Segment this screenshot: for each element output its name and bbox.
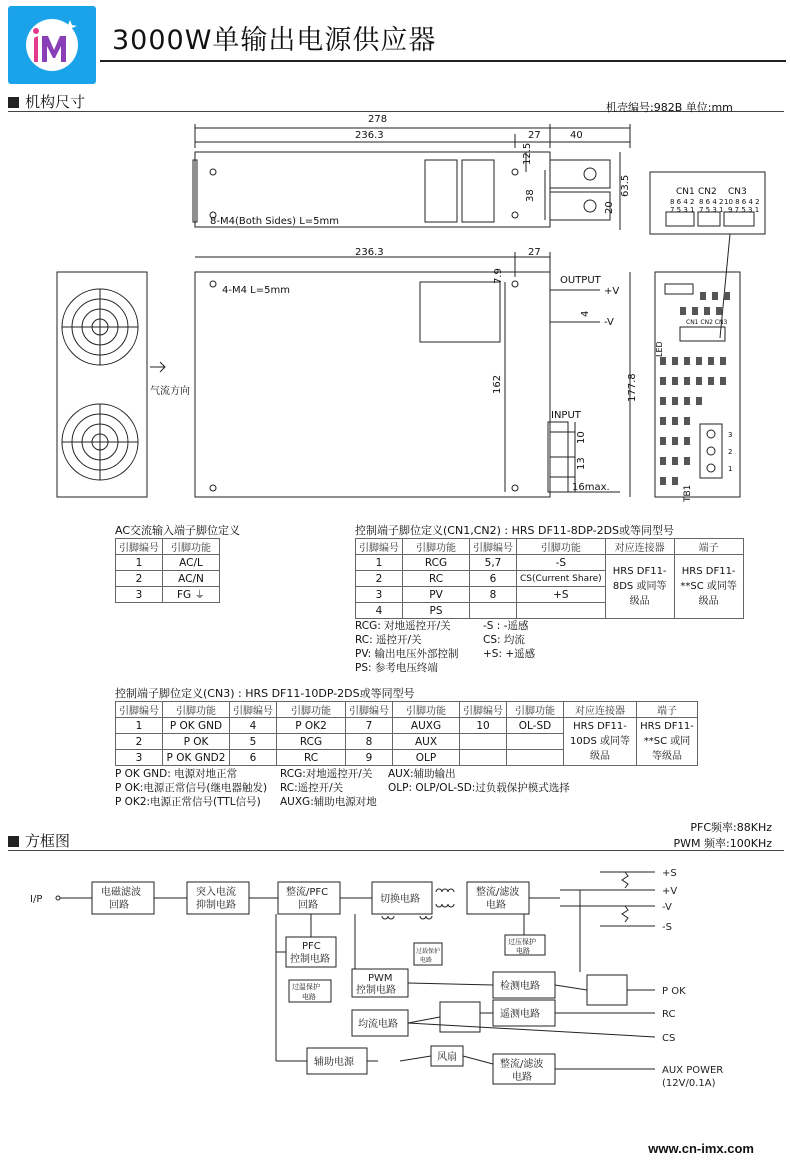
output-label: OUTPUT [560, 275, 601, 286]
table-cell [470, 603, 517, 619]
fan-label: 风扇 [437, 1052, 457, 1063]
table-header: 引脚编号 [346, 702, 393, 718]
table-cell: 6 [230, 750, 277, 766]
table-cell: 3 [356, 587, 403, 603]
table-header: 引脚编号 [460, 702, 507, 718]
dim-38: 38 [525, 189, 536, 202]
table-cell: 8 [346, 734, 393, 750]
table-cell: 4 [356, 603, 403, 619]
table-cell: 3 [116, 587, 163, 603]
table-header: 对应连接器 [605, 539, 674, 555]
aux-out-label-2: (12V/0.1A) [662, 1078, 716, 1089]
table-cell: 5,7 [470, 555, 517, 571]
table-header: 引脚编号 [356, 539, 403, 555]
note-text: +S: +遥感 [483, 648, 536, 660]
table-header: 引脚功能 [393, 702, 460, 718]
table-cell: PS [403, 603, 470, 619]
rect-pfc-label-2: 回路 [298, 900, 318, 911]
section-block-label: 方框图 [25, 832, 71, 850]
pwm-ctrl-label-2: 控制电路 [356, 985, 396, 996]
rect-out-label-1: 整流/滤波 [476, 887, 520, 898]
table-header: 端子 [674, 539, 743, 555]
page-title: 3000W单输出电源供应器 [112, 25, 437, 56]
cn1-label: CN1 [676, 187, 695, 197]
table-cell: 6 [470, 571, 517, 587]
rect-aux-label-1: 整流/滤波 [500, 1059, 544, 1070]
bullet-square-icon [8, 836, 19, 847]
pfc-frequency: PFC频率:88KHz [690, 821, 772, 834]
table-cell: 4 [230, 718, 277, 734]
table-header: 端子 [637, 702, 698, 718]
table-cell: 7 [346, 718, 393, 734]
table-cell: P OK GND2 [163, 750, 230, 766]
opto-rc [440, 1002, 480, 1032]
section-mech-header [8, 91, 85, 112]
title-divider [100, 60, 786, 62]
table-cell: 2 [356, 571, 403, 587]
cn1-row2: 7 5 3 1 [670, 206, 695, 214]
table-cell [517, 603, 606, 619]
dim-27-top: 27 [528, 130, 541, 141]
sig-rc: RC [662, 1009, 676, 1020]
current-share-label: 均流电路 [358, 1019, 398, 1030]
note-text: P OK2:电源正常信号(TTL信号) [115, 796, 261, 808]
footer-url[interactable]: www.cn-imx.com [648, 1141, 754, 1156]
table-cell: -S [517, 555, 606, 571]
section-divider [8, 850, 784, 851]
table-cell: CS(Current Share) [517, 571, 606, 587]
dim-10: 10 [576, 431, 587, 444]
minus-v-label: -V [604, 317, 614, 328]
table-header: 引脚功能 [517, 539, 606, 555]
dim-1778: 177.8 [627, 373, 638, 402]
table-header: 引脚功能 [163, 702, 230, 718]
note-text: AUX:辅助输出 [388, 768, 456, 780]
table-cell: AC/L [163, 555, 220, 571]
detect-label: 检测电路 [500, 981, 540, 992]
table-cell: +S [517, 587, 606, 603]
table-cell: 5 [230, 734, 277, 750]
emi-label-2: 回路 [109, 900, 129, 911]
olp-label-2: 电路 [420, 957, 433, 964]
block-diagram [0, 852, 790, 1132]
cn12-table-title: 控制端子脚位定义(CN1,CN2) : HRS DF11-8DP-2DS或等同型号 [355, 524, 675, 537]
note-text: PS: 参考电压终端 [355, 662, 438, 674]
opto-pok [587, 975, 627, 1005]
table-cell-terminal: HRS DF11-**SC 或同等级品 [674, 555, 743, 619]
tb-pin-1: 1 [728, 465, 733, 473]
note-text: OLP: OLP/OL-SD:过负载保护模式选择 [388, 782, 570, 794]
screw-note-top: 8-M4(Both Sides) L=5mm [210, 216, 339, 227]
table-cell: RCG [277, 734, 346, 750]
table-cell: AC/N [163, 571, 220, 587]
table-header: 引脚编号 [116, 539, 163, 555]
table-cell: OL-SD [507, 718, 564, 734]
ac-pin-table [115, 538, 220, 603]
note-text: -S : -遥感 [483, 620, 529, 632]
emi-label-1: 电磁滤波 [101, 887, 141, 898]
dim-79: 7.9 [493, 268, 504, 284]
dim-2363-front: 236.3 [355, 247, 384, 258]
table-cell [460, 734, 507, 750]
dim-20: 20 [604, 201, 615, 214]
ip-label: I/P [30, 894, 43, 905]
pwm-ctrl-label-1: PWM [368, 973, 393, 984]
note-text: P OK GND: 电源对地正常 [115, 768, 238, 780]
table-cell: 1 [116, 555, 163, 571]
dim-125: 12.5 [522, 142, 533, 165]
table-cell: RCG [403, 555, 470, 571]
switching-label: 切换电路 [380, 894, 420, 905]
table-cell: 1 [356, 555, 403, 571]
cn12-notes [355, 619, 535, 675]
remote-label: 遥测电路 [500, 1009, 540, 1020]
section-block-header [8, 830, 70, 851]
rect-aux-label-2: 电路 [512, 1072, 532, 1083]
table-cell-terminal: HRS DF11-**SC 或同等级品 [637, 718, 698, 766]
out-minus-s: -S [662, 922, 672, 933]
table-cell: 2 [116, 571, 163, 587]
tb-pin-2: 2 [728, 448, 733, 456]
table-cell: P OK GND [163, 718, 230, 734]
dim-16max: 16max. [572, 482, 610, 493]
table-cell: 8 [470, 587, 517, 603]
screw-note-front: 4-M4 L=5mm [222, 285, 290, 296]
side-cn-labels: CN1 CN2 CN3 [686, 319, 728, 326]
pwm-frequency: PWM 频率:100KHz [673, 837, 772, 850]
table-header: 对应连接器 [564, 702, 637, 718]
table-header: 引脚功能 [507, 702, 564, 718]
dim-13: 13 [576, 457, 587, 470]
table-cell [460, 750, 507, 766]
table-cell: 3 [116, 750, 163, 766]
cn2-row1: 8 6 4 2 [699, 198, 724, 206]
table-cell: 1 [116, 718, 163, 734]
airflow-label: 气流方向 [150, 386, 190, 397]
table-cell [507, 734, 564, 750]
cn3-pin-table [115, 701, 698, 766]
out-minus-v: -V [662, 902, 672, 913]
ovp-label-1: 过压保护 [508, 938, 536, 946]
inrush-label-1: 突入电流 [196, 887, 236, 898]
note-text: P OK:电源正常信号(继电器触发) [115, 782, 268, 794]
ac-table-title: AC交流输入端子脚位定义 [115, 524, 241, 537]
table-cell: RC [277, 750, 346, 766]
brand-logo [8, 6, 96, 84]
note-text: RCG: 对地遥控开/关 [355, 620, 451, 632]
cn3-table-title: 控制端子脚位定义(CN3) : HRS DF11-10DP-2DS或等同型号 [115, 687, 415, 700]
table-cell: P OK2 [277, 718, 346, 734]
aux-out-label-1: AUX POWER [662, 1065, 724, 1076]
table-header: 引脚编号 [230, 702, 277, 718]
table-cell: AUX [393, 734, 460, 750]
table-cell-connector: HRS DF11-10DS 或同等级品 [564, 718, 637, 766]
table-cell-connector: HRS DF11-8DS 或同等级品 [605, 555, 674, 619]
table-header: 引脚功能 [277, 702, 346, 718]
cn12-pin-table [355, 538, 744, 619]
case-info: 机壳编号:982B 单位:mm [606, 101, 733, 114]
table-cell: OLP [393, 750, 460, 766]
plus-v-label: +V [604, 286, 620, 297]
table-cell: FG ⏚ [163, 587, 220, 603]
table-cell: PV [403, 587, 470, 603]
aux-power-block-label: 辅助电源 [314, 1057, 354, 1068]
cn2-label: CN2 [698, 187, 717, 197]
table-header: 引脚编号 [116, 702, 163, 718]
table-header: 引脚功能 [163, 539, 220, 555]
dim-162: 162 [492, 374, 503, 394]
fan-panel [57, 272, 147, 497]
sig-pok: P OK [662, 986, 686, 997]
tb-pin-3: 3 [728, 431, 733, 439]
dim-4: 4 [580, 310, 591, 317]
note-text: RCG:对地遥控开/关 [280, 768, 373, 780]
out-plus-v: +V [662, 886, 678, 897]
cn3-notes [115, 767, 570, 809]
table-cell [507, 750, 564, 766]
note-text: CS: 均流 [483, 634, 525, 646]
note-text: RC:遥控开/关 [280, 782, 344, 794]
otp-label-1: 过温保护 [292, 983, 320, 991]
dim-278: 278 [368, 114, 388, 125]
table-cell: AUXG [393, 718, 460, 734]
pfc-ctrl-label-2: 控制电路 [290, 954, 330, 965]
out-plus-s: +S [662, 868, 677, 879]
pfc-ctrl-label-1: PFC [302, 941, 321, 952]
otp-label-2: 电路 [302, 993, 316, 1001]
rect-out-label-2: 电路 [486, 900, 506, 911]
table-cell: 10 [460, 718, 507, 734]
dim-635: 63.5 [620, 174, 631, 197]
input-label: INPUT [551, 410, 581, 421]
table-cell: RC [403, 571, 470, 587]
dim-40: 40 [570, 130, 583, 141]
sig-cs: CS [662, 1033, 676, 1044]
cn1-row1: 8 6 4 2 [670, 198, 695, 206]
table-cell: 9 [346, 750, 393, 766]
tb1-label: TB1 [683, 484, 693, 502]
cn2-row2: 7 5 3 1 [699, 206, 724, 214]
cn3-row1: 10 8 6 4 2 [724, 198, 760, 206]
mechanical-drawing [0, 112, 790, 512]
table-cell: 2 [116, 734, 163, 750]
top-vents [425, 160, 494, 222]
cn3-label: CN3 [728, 187, 747, 197]
dim-27-front: 27 [528, 247, 541, 258]
cn3-row2: 9 7 5 3 1 [728, 206, 760, 214]
bullet-square-icon [8, 97, 19, 108]
rect-pfc-label-1: 整流/PFC [286, 887, 329, 898]
table-header: 引脚编号 [470, 539, 517, 555]
note-text: RC: 遥控开/关 [355, 634, 422, 646]
ovp-label-2: 电路 [516, 947, 530, 955]
section-mech-label: 机构尺寸 [25, 93, 86, 111]
led-label: LED [655, 341, 664, 357]
note-text: PV: 输出电压外部控制 [355, 648, 459, 660]
inrush-label-2: 抑制电路 [196, 900, 236, 911]
table-header: 引脚功能 [403, 539, 470, 555]
table-cell: P OK [163, 734, 230, 750]
olp-label-1: 过载保护 [416, 948, 441, 955]
note-text: AUXG:辅助电源对地 [280, 796, 377, 808]
dim-2363-top: 236.3 [355, 130, 384, 141]
